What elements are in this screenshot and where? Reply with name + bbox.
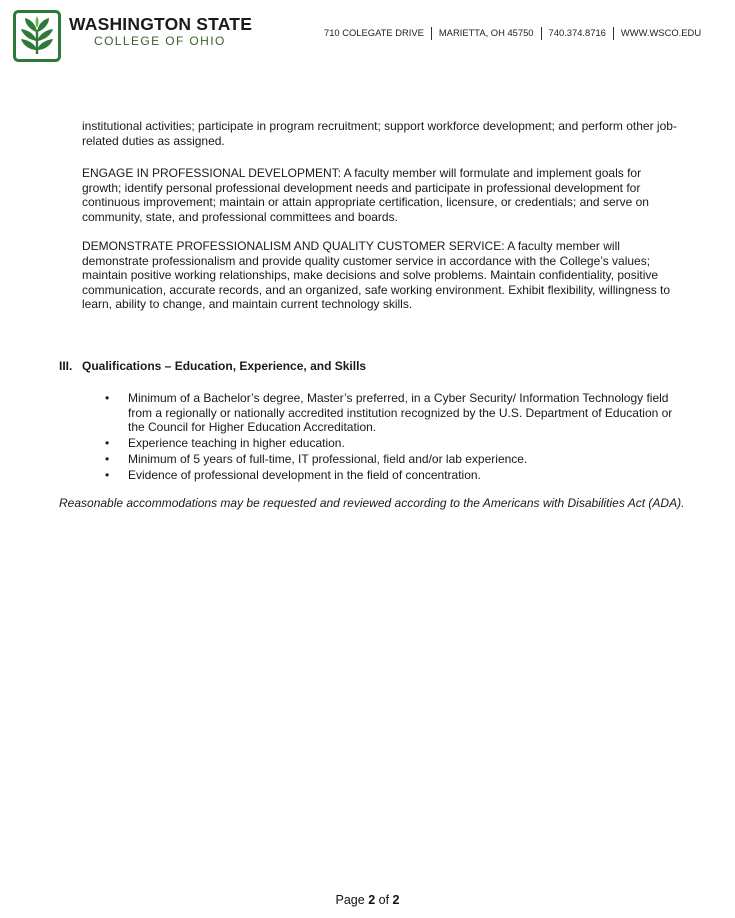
college-name-line1: WASHINGTON STATE (69, 14, 253, 34)
college-name-line2: COLLEGE OF OHIO (94, 34, 226, 48)
college-wordmark (69, 15, 252, 48)
bullet-icon: • (105, 451, 110, 466)
page-of: of (378, 893, 390, 907)
paragraph-professional-development: ENGAGE IN PROFESSIONAL DEVELOPMENT: A faculty member will formulate and implement goals for growth; identify personal professional development needs and participate in professional development for continuous improvement; maintain or attain appropriate certification, licensure, or credentials; and serve on community, state, and professional committees and boards. (82, 166, 649, 224)
list-item: • Evidence of professional development in the field of concentration. (105, 467, 481, 482)
list-item: • Minimum of 5 years of full-time, IT professional, field and/or lab experience. (105, 451, 528, 466)
page-total: 2 (392, 893, 400, 907)
section-number: III. (59, 359, 73, 373)
divider (541, 27, 542, 40)
bullet-icon: • (105, 467, 110, 482)
page-current: 2 (368, 893, 376, 907)
section-title: Qualifications – Education, Experience, and Skills (82, 359, 367, 373)
paragraph-professionalism: DEMONSTRATE PROFESSIONALISM AND QUALITY CUSTOMER SERVICE: A faculty member will demonstrate professionalism and provide quality customer service in accordance with the College’s values; maintain positive working relationships, make decisions and solve problems. Maintain confidentiality, positive communication, accurate records, and an organized, safe working environment. Exhibit flexibility, willingness to learn, ability to change, and maintain current technology skills. (82, 239, 671, 312)
bullet-icon: • (105, 435, 110, 450)
letterhead (0, 0, 735, 70)
list-item: • Experience teaching in higher education. (105, 435, 345, 450)
address: 710 COLEGATE DRIVE (324, 27, 424, 38)
bullet-icon: • (105, 391, 110, 405)
website: WWW.WSCO.EDU (620, 27, 702, 38)
contact-info (324, 27, 701, 40)
paragraph-continued: institutional activities; participate in program recruitment; support workforce development; and perform other job-related duties as assigned. (82, 119, 677, 148)
wsco-leaf-logo-icon (13, 10, 61, 62)
phone: 740.374.8716 (548, 27, 606, 38)
page-number (0, 893, 735, 907)
divider (431, 27, 432, 40)
list-item: • Minimum of a Bachelor’s degree, Master’s preferred, in a Cyber Security/ Information Technology field from a regionally or nationally accredited institution recognized by the U.S. Department of Education or the Council for Higher Education Accreditation. (105, 391, 673, 435)
city: MARIETTA, OH 45750 (438, 27, 534, 38)
page-word: Page (335, 893, 365, 907)
qualifications-list (105, 391, 678, 483)
ada-note: Reasonable accommodations may be requested and reviewed according to the Americans with Disabilities Act (ADA). (59, 496, 685, 510)
divider (613, 27, 614, 40)
